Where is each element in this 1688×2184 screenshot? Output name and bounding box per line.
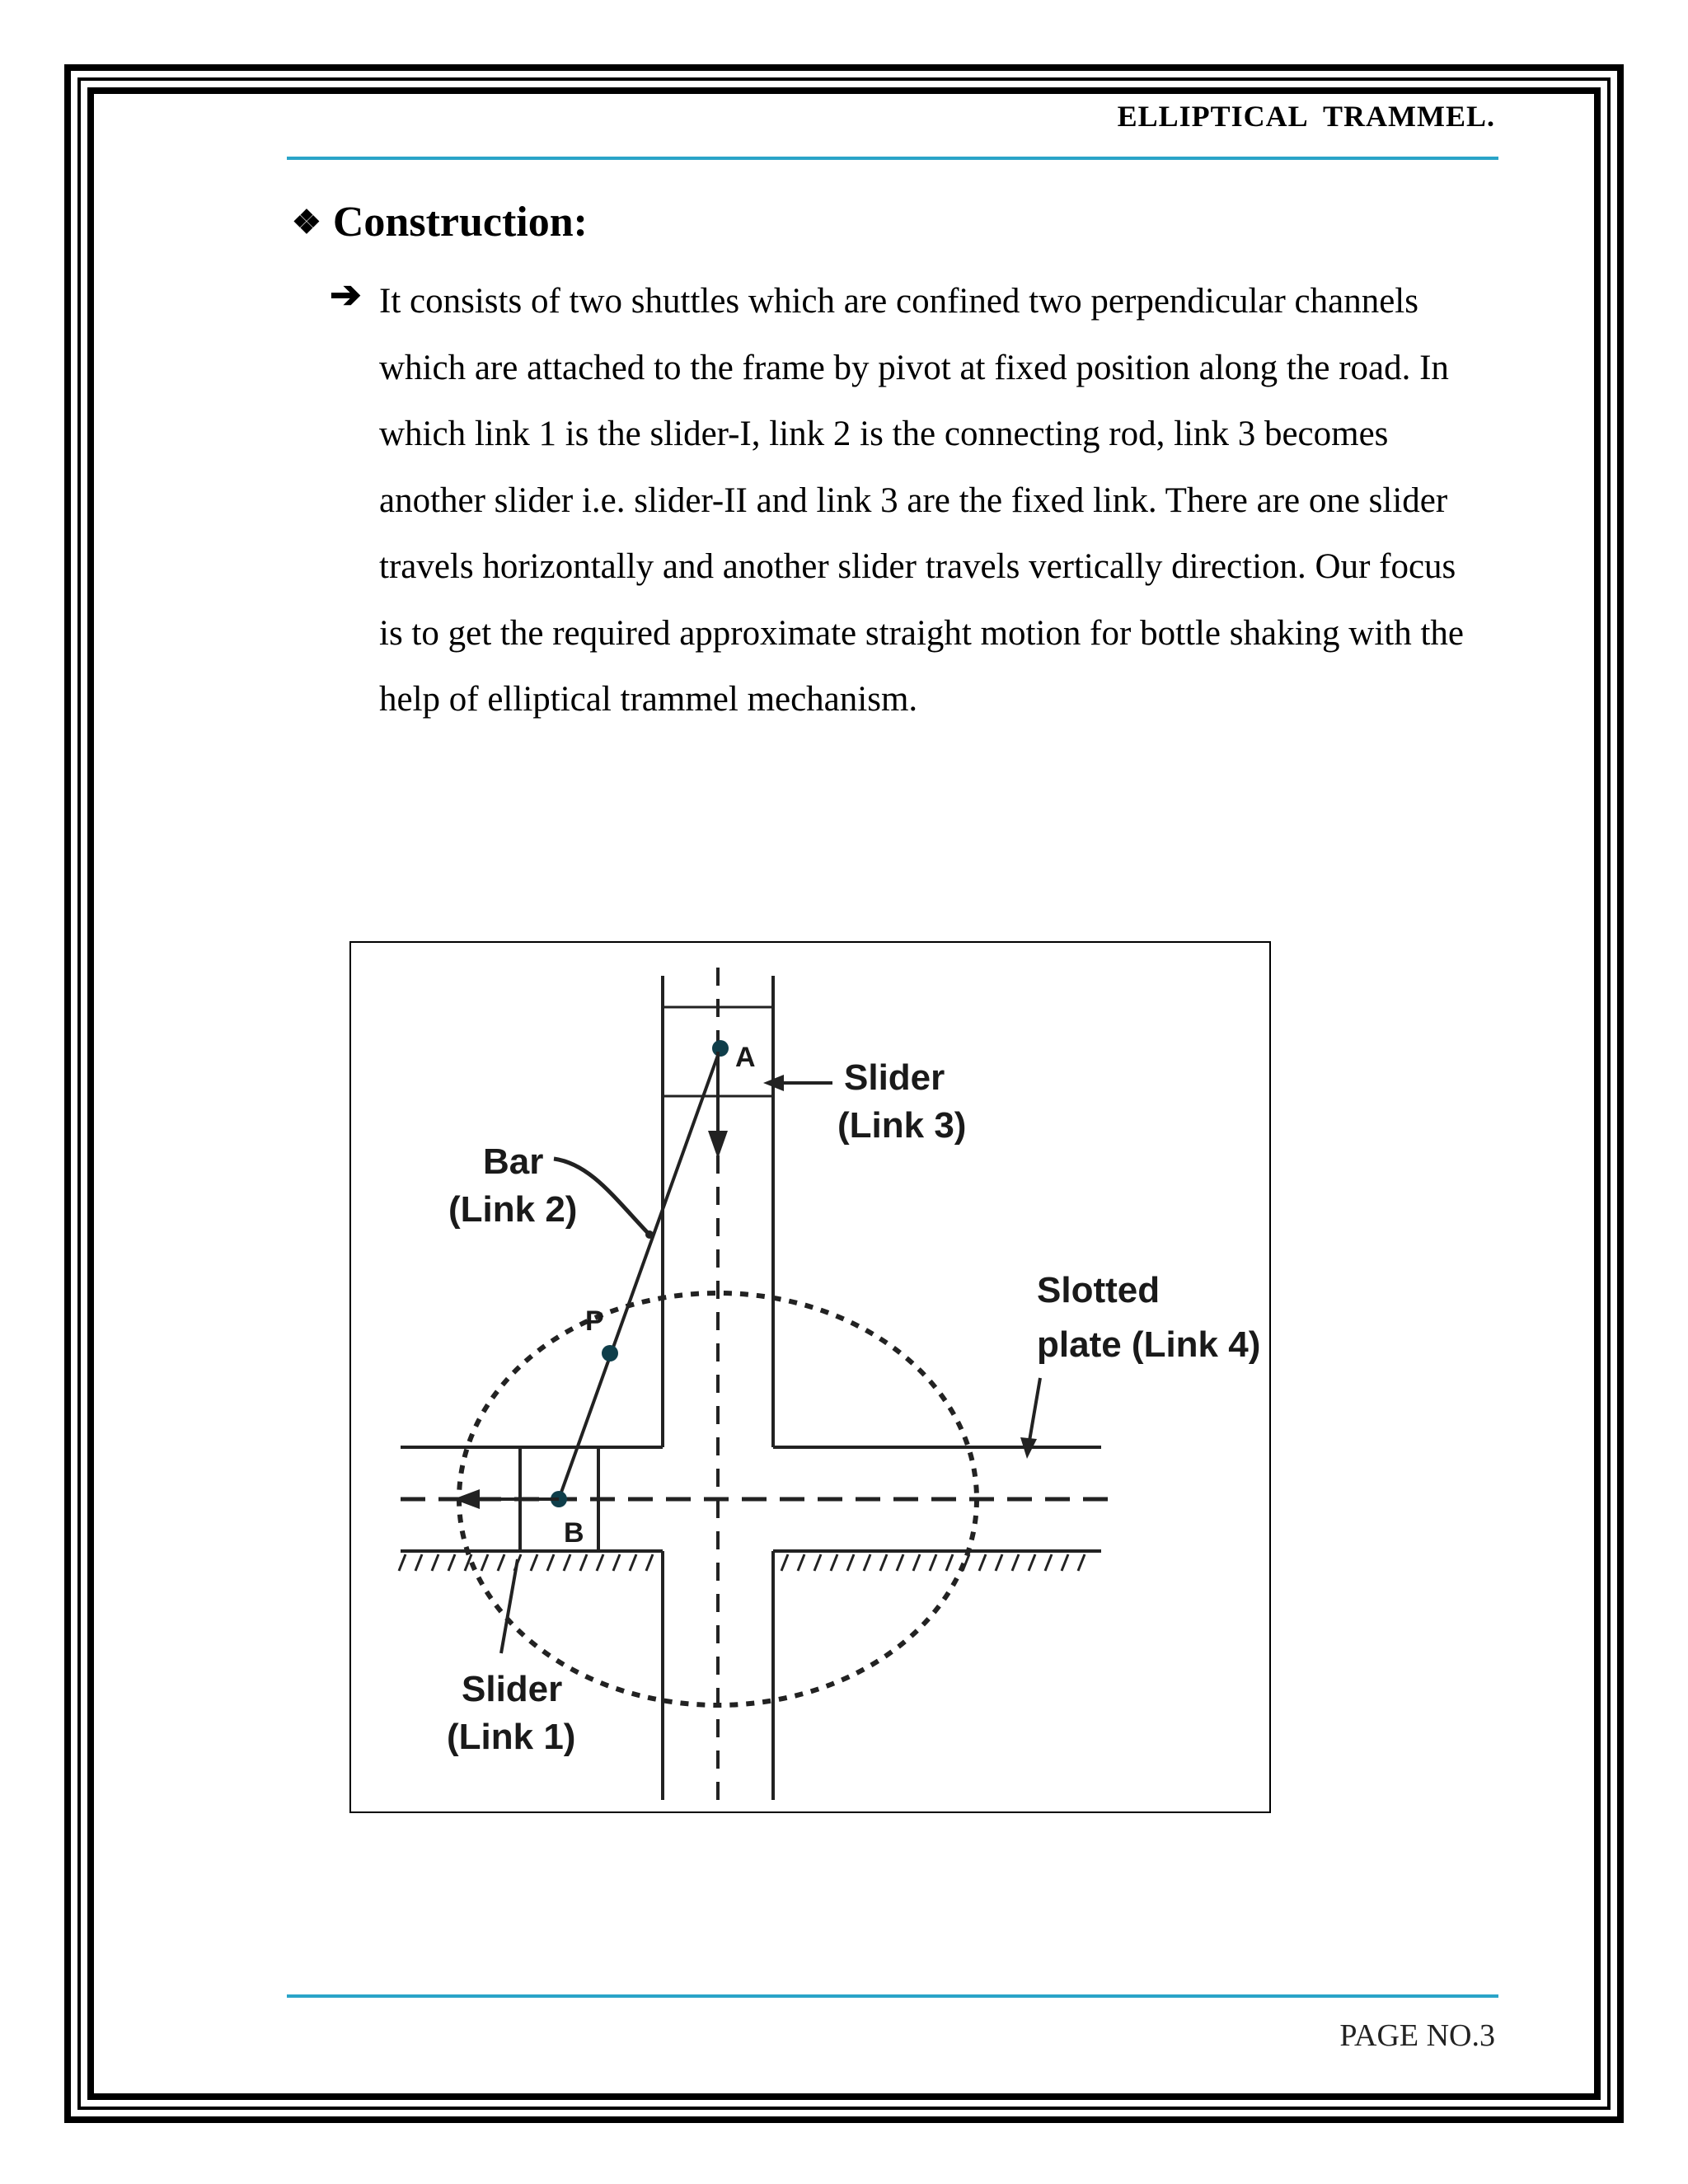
label-bar-line1: Bar bbox=[483, 1141, 544, 1182]
down-arrowhead bbox=[708, 1131, 728, 1159]
label-b: B bbox=[564, 1517, 584, 1549]
diamond-bullet-icon: ❖ bbox=[292, 204, 321, 241]
bar-leader-dot bbox=[645, 1230, 654, 1239]
bar-link2 bbox=[559, 1048, 720, 1499]
page-number: PAGE NO.3 bbox=[1339, 2018, 1495, 2053]
header-rule bbox=[287, 157, 1498, 160]
label-slider3-line1: Slider bbox=[844, 1057, 945, 1098]
elliptical-trammel-figure bbox=[349, 941, 1271, 1813]
label-bar-line2: (Link 2) bbox=[448, 1189, 578, 1230]
section-heading-text: Construction: bbox=[332, 199, 588, 246]
label-slider1-line1: Slider bbox=[462, 1669, 563, 1709]
trammel-diagram bbox=[351, 943, 1269, 1811]
label-slider3-line2: (Link 3) bbox=[837, 1105, 967, 1146]
ground-hatching bbox=[399, 1554, 1085, 1571]
construction-paragraph: It consists of two shuttles which are confined two perpendicular channels which are attached to the frame by pivot at fixed position along the road. In which link 1 is the slider-I, link 2 is the connecting rod, link 3 becomes another slider i.e. slider-II and link 3 are the fixed link. There are one slider travels horizontally and another slider travels vertically direction. Our focus is to get the required approximate straight motion for bottle shaking with the help of elliptical trammel mechanism. bbox=[379, 282, 1464, 719]
footer-rule bbox=[287, 1994, 1498, 1998]
right-arrow-icon: ➔ bbox=[330, 274, 362, 316]
label-plate-line1: Slotted bbox=[1037, 1270, 1160, 1310]
header-title: ELLIPTICAL TRAMMEL. bbox=[1117, 100, 1495, 133]
point-p bbox=[602, 1345, 618, 1361]
label-p: P bbox=[585, 1305, 604, 1337]
section-heading bbox=[292, 198, 588, 246]
point-a bbox=[712, 1040, 729, 1057]
plate-leader bbox=[1029, 1378, 1040, 1446]
slider1-leader bbox=[501, 1559, 518, 1653]
label-a: A bbox=[735, 1042, 756, 1073]
label-plate-line2: plate (Link 4) bbox=[1037, 1324, 1261, 1365]
label-slider1-line2: (Link 1) bbox=[447, 1717, 576, 1757]
